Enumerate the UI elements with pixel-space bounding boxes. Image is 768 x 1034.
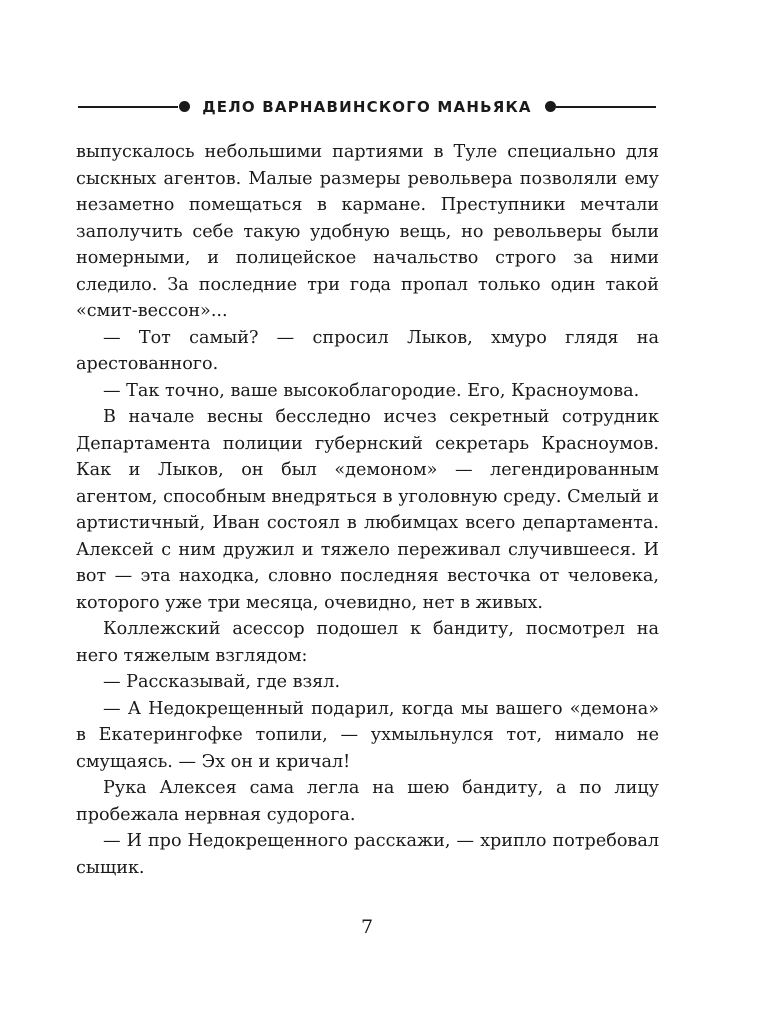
page-number: 7 [360,916,374,938]
paragraph-1: выпускалось небольшими партиями в Туле специально для сыскных агентов. Малые размеры револьвера позволяли ему незаметно помещаться в кармане. Преступники мечтали заполучить себе такую удобную вещь, но револьверы были номерными, и полицейское начальство строго за ними следило. За последние три года пропал только один такой «смит-вессон»... [76,142,659,321]
header-bullet-right-icon [545,101,556,112]
paragraph-2: — Тот самый? — спросил Лыков, хмуро глядя на арестованного. [76,327,659,374]
body-text [76,139,659,881]
paragraph-9: — И про Недокрещенного расскажи, — хрипло потребовал сыщик. [76,831,659,878]
paragraph-4: В начале весны бесследно исчез секретный сотрудник Департамента полиции губернский секретарь Красноумов. Как и Лыков, он был «демоном» — легендированным агентом, способным внедряться в уголовную среду. Смелый и артистичный, Иван состоял в любимцах всего департамента. Алексей с ним дружил и тяжело переживал случившееся. И вот — эта находка, словно последняя весточка от человека, которого уже три месяца, очевидно, нет в живых. [76,407,659,613]
paragraph-5: Коллежский асессор подошел к бандиту, посмотрел на него тяжелым взглядом: [76,619,659,666]
paragraph-3: — Так точно, ваше высокоблагородие. Его, Красноумова. [103,380,640,401]
paragraph-8: Рука Алексея сама легла на шею бандиту, а по лицу пробежала нервная судорога. [76,778,659,825]
running-header [78,94,656,120]
header-rule-left [78,106,178,108]
paragraph-6: — Рассказывай, где взял. [103,672,341,692]
running-title: ДЕЛО ВАРНАВИНСКОГО МАНЬЯКА [202,98,532,116]
header-rule-right [556,106,656,108]
paragraph-7: — А Недокрещенный подарил, когда мы вашего «демона» в Екатерингофке топили, — ухмыльнулся тот, нимало не смущаясь. — Эх он и кричал! [76,698,659,772]
header-bullet-left-icon [179,101,190,112]
